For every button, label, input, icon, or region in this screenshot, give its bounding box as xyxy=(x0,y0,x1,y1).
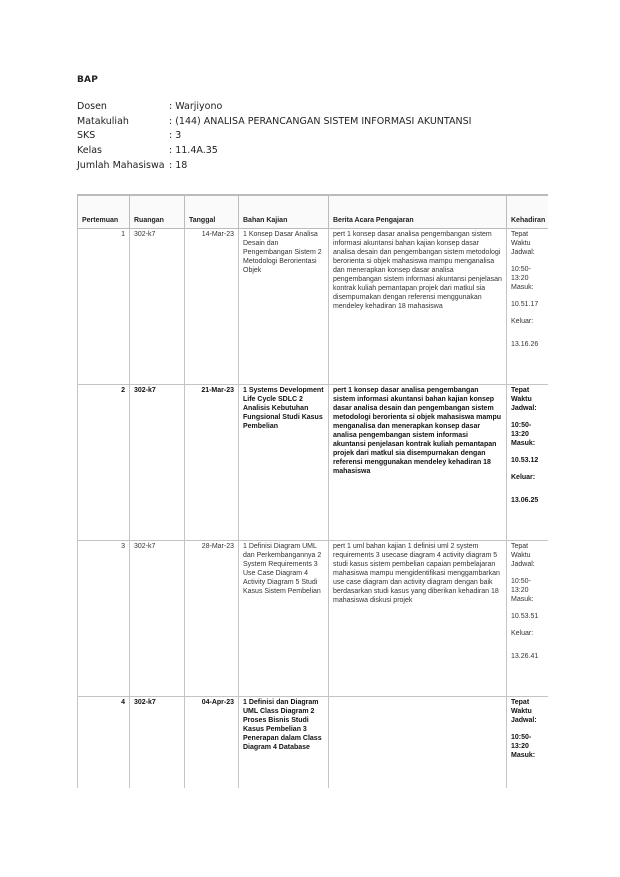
masuk-value: 10.51.17 xyxy=(511,301,539,308)
keluar-value: 13.26.41 xyxy=(511,653,539,660)
keluar-label: Keluar: xyxy=(511,474,536,481)
table-row xyxy=(78,385,549,541)
cell-bahan-kajian: 1 Systems Development Life Cycle SDLC 2 Analisis Kebutuhan Fungsional Studi Kasus Pembelian xyxy=(239,385,329,541)
info-value: : 11.4A.35 xyxy=(169,145,218,157)
info-value: : 3 xyxy=(169,130,182,142)
info-value: : (144) ANALISA PERANCANGAN SISTEM INFORMASI AKUNTANSI xyxy=(169,115,472,127)
header-kehadiran: Kehadiran xyxy=(507,196,549,229)
masuk-label: Masuk: xyxy=(511,284,534,291)
status-text: Tepat Waktu xyxy=(511,699,532,715)
cell-kehadiran xyxy=(507,385,549,541)
keluar-label: Keluar: xyxy=(511,630,534,637)
jadwal-value: 10:50- 13:20 xyxy=(511,734,532,750)
cell-bahan-kajian: 1 Definisi dan Diagram UML Class Diagram 2 Proses Bisnis Studi Kasus Pembelian 3 Penerapan dalam Class Diagram 4 Database xyxy=(239,697,329,789)
cell-pertemuan: 4 xyxy=(78,697,130,789)
cell-berita-acara: pert 1 konsep dasar analisa pengembangan sistem informasi akuntansi bahan kajian konsep dasar analisa desain dan pengembangan sistem metodologi berorienta si objek mahasiswa mampu menganalisa dan menerapkan konsep dasar analisa pengembangan sistem informasi akuntansi penjelasan kontrak kuliah pemantapan projek dari matkul sia disempurnakan dengan referensi menggunakan mendeley kehadiran 18 mahasiswa xyxy=(329,229,507,385)
keluar-value: 13.06.25 xyxy=(511,497,539,504)
cell-kehadiran xyxy=(507,697,549,789)
cell-berita-acara: pert 1 uml bahan kajian 1 definisi uml 2 system requirements 3 usecase diagram 4 activity diagram 5 studi kasus sistem pembelian capaian pembelajaran mahasiswa mampu mengidentifikasi menggambarkan use case diagram dan activity diagram dengan baik berdasarkan studi kasus yang diberikan kehadiran 18 mahasiswa diskusi projek xyxy=(329,541,507,697)
cell-ruangan: 302-k7 xyxy=(130,229,185,385)
cell-ruangan: 302-k7 xyxy=(130,697,185,789)
cell-bahan-kajian: 1 Konsep Dasar Analisa Desain dan Pengembangan Sistem 2 Metodologi Berorientasi Objek xyxy=(239,229,329,385)
jadwal-value: 10:50- 13:20 xyxy=(511,578,531,594)
masuk-label: Masuk: xyxy=(511,596,534,603)
document-title: BAP xyxy=(77,75,99,85)
attendance-table xyxy=(77,195,548,788)
info-label: Jumlah Mahasiswa xyxy=(77,159,165,171)
jadwal-label: Jadwal: xyxy=(511,561,535,568)
course-info xyxy=(77,100,471,174)
info-row-jumlah-mahasiswa xyxy=(77,159,471,174)
cell-pertemuan: 2 xyxy=(78,385,130,541)
cell-tanggal: 14-Mar-23 xyxy=(185,229,239,385)
header-tanggal: Tanggal xyxy=(185,196,239,229)
masuk-value: 10.53.12 xyxy=(511,457,539,464)
jadwal-label: Jadwal: xyxy=(511,717,537,724)
info-label: Dosen xyxy=(77,101,107,112)
jadwal-label: Jadwal: xyxy=(511,249,535,256)
cell-pertemuan: 3 xyxy=(78,541,130,697)
cell-tanggal: 21-Mar-23 xyxy=(185,385,239,541)
table-header-row xyxy=(78,196,549,229)
table-row xyxy=(78,541,549,697)
cell-tanggal: 28-Mar-23 xyxy=(185,541,239,697)
info-row-sks xyxy=(77,129,471,144)
info-label: SKS xyxy=(77,130,96,142)
cell-berita-acara: pert 1 konsep dasar analisa pengembangan sistem informasi akuntansi bahan kajian konsep dasar analisa desain dan pengembangan sistem metodologi berorienta si objek mahasiswa mampu menganalisa dan menerapkan konsep dasar analisa pengembangan sistem informasi akuntansi penjelasan kontrak kuliah pemantapan projek dari matkul sia disempurnakan dengan referensi menggunakan mendeley kehadiran 18 mahasiswa xyxy=(329,385,507,541)
cell-tanggal: 04-Apr-23 xyxy=(185,697,239,789)
cell-kehadiran xyxy=(507,229,549,385)
keluar-label: Keluar: xyxy=(511,318,534,325)
info-row-dosen xyxy=(77,100,471,115)
header-berita-acara: Berita Acara Pengajaran xyxy=(329,196,507,229)
cell-bahan-kajian: 1 Definisi Diagram UML dan Perkembangannya 2 System Requirements 3 Use Case Diagram 4 Activity Diagram 5 Studi Kasus Sistem Pembelian xyxy=(239,541,329,697)
cell-berita-acara xyxy=(329,697,507,789)
jadwal-value: 10:50- 13:20 xyxy=(511,422,532,438)
attendance-table-wrapper xyxy=(77,194,548,788)
info-value: : 18 xyxy=(169,159,188,171)
cell-ruangan: 302-k7 xyxy=(130,385,185,541)
info-row-kelas xyxy=(77,144,471,159)
cell-kehadiran xyxy=(507,541,549,697)
header-pertemuan: Pertemuan xyxy=(78,196,130,229)
status-text: Tepat Waktu xyxy=(511,231,531,247)
masuk-label: Masuk: xyxy=(511,752,536,759)
header-ruangan: Ruangan xyxy=(130,196,185,229)
masuk-value: 10.53.51 xyxy=(511,613,539,620)
keluar-value: 13.16.26 xyxy=(511,341,539,348)
masuk-label: Masuk: xyxy=(511,440,536,447)
jadwal-label: Jadwal: xyxy=(511,405,537,412)
info-value: : Warjiyono xyxy=(169,101,223,112)
table-row xyxy=(78,697,549,789)
info-label: Matakuliah xyxy=(77,115,129,127)
status-text: Tepat Waktu xyxy=(511,543,531,559)
cell-ruangan: 302-k7 xyxy=(130,541,185,697)
info-row-matakuliah xyxy=(77,115,471,130)
status-text: Tepat Waktu xyxy=(511,387,532,403)
table-row xyxy=(78,229,549,385)
info-label: Kelas xyxy=(77,145,103,157)
header-bahan-kajian: Bahan Kajian xyxy=(239,196,329,229)
jadwal-value: 10:50- 13:20 xyxy=(511,266,531,282)
cell-pertemuan: 1 xyxy=(78,229,130,385)
